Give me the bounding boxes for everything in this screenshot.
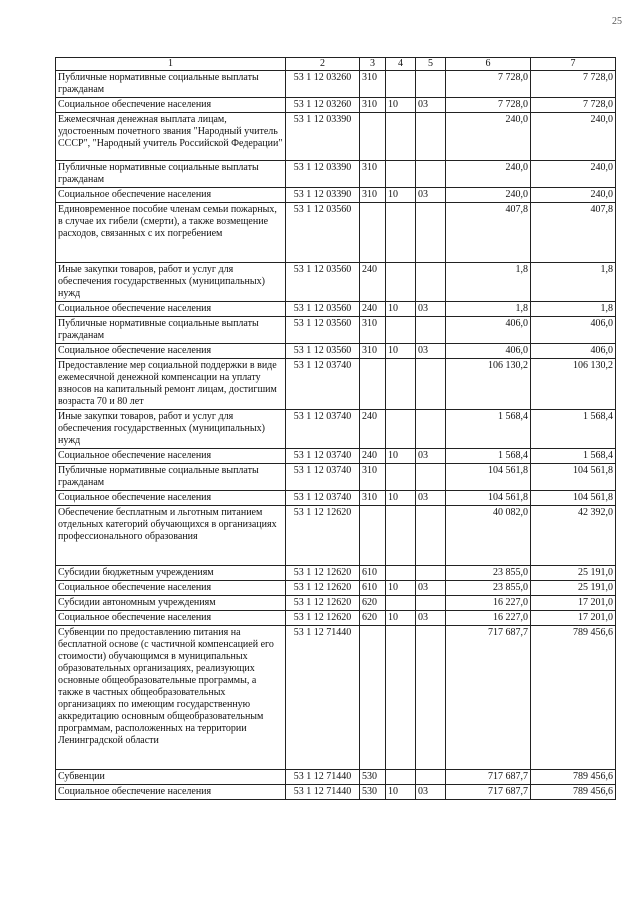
table-row (56, 566, 616, 581)
row-amount-2: 406,0 (531, 317, 616, 344)
row-code: 53 1 12 03740 (286, 464, 360, 491)
row-subsection (416, 203, 446, 263)
table-row (56, 491, 616, 506)
row-amount-1: 717 687,7 (446, 770, 531, 785)
row-amount-2: 406,0 (531, 344, 616, 359)
row-amount-1: 7 728,0 (446, 71, 531, 98)
row-expense-type: 610 (360, 566, 386, 581)
row-code: 53 1 12 71440 (286, 770, 360, 785)
row-amount-1: 104 561,8 (446, 464, 531, 491)
row-code: 53 1 12 12620 (286, 611, 360, 626)
row-section (386, 506, 416, 566)
row-code: 53 1 12 12620 (286, 581, 360, 596)
row-code: 53 1 12 03560 (286, 203, 360, 263)
row-code: 53 1 12 03260 (286, 71, 360, 98)
row-name: Субвенции по предоставлению питания на бесплатной основе (с частичной компенсацией его стоимости) обучающимся в муниципальных образовательных организациях, реализующих основные общеобразовательные программы, а также в частных общеобразовательных организациях по имеющим государственную аккредитацию основным общеобразовательным программам, расположенных на территории Ленинградской области (56, 626, 286, 770)
table-row (56, 464, 616, 491)
row-amount-2: 42 392,0 (531, 506, 616, 566)
row-name: Социальное обеспечение населения (56, 581, 286, 596)
row-amount-1: 23 855,0 (446, 581, 531, 596)
table-row (56, 203, 616, 263)
col-header-3: 3 (360, 58, 386, 71)
row-expense-type: 620 (360, 596, 386, 611)
row-name: Публичные нормативные социальные выплаты гражданам (56, 161, 286, 188)
row-name: Социальное обеспечение населения (56, 449, 286, 464)
row-expense-type (360, 506, 386, 566)
row-amount-2: 25 191,0 (531, 581, 616, 596)
row-name: Социальное обеспечение населения (56, 344, 286, 359)
row-subsection (416, 317, 446, 344)
row-amount-1: 7 728,0 (446, 98, 531, 113)
row-amount-2: 240,0 (531, 188, 616, 203)
table-row (56, 161, 616, 188)
row-section: 10 (386, 785, 416, 800)
row-code: 53 1 12 03740 (286, 410, 360, 449)
row-section: 10 (386, 98, 416, 113)
row-amount-2: 104 561,8 (531, 491, 616, 506)
row-name: Социальное обеспечение населения (56, 491, 286, 506)
table-row (56, 449, 616, 464)
row-subsection (416, 113, 446, 161)
col-header-4: 4 (386, 58, 416, 71)
page-number: 25 (612, 16, 622, 27)
row-amount-2: 1,8 (531, 302, 616, 317)
row-expense-type: 310 (360, 161, 386, 188)
row-section (386, 359, 416, 410)
table-row (56, 785, 616, 800)
row-subsection: 03 (416, 449, 446, 464)
row-subsection: 03 (416, 302, 446, 317)
header-row (56, 58, 616, 71)
row-code: 53 1 12 12620 (286, 596, 360, 611)
row-section: 10 (386, 449, 416, 464)
row-section (386, 626, 416, 770)
row-expense-type: 620 (360, 611, 386, 626)
table-row (56, 410, 616, 449)
row-name: Иные закупки товаров, работ и услуг для обеспечения государственных (муниципальных) нужд (56, 410, 286, 449)
row-expense-type: 240 (360, 263, 386, 302)
table-row (56, 359, 616, 410)
row-amount-2: 104 561,8 (531, 464, 616, 491)
row-subsection (416, 410, 446, 449)
col-header-5: 5 (416, 58, 446, 71)
row-code: 53 1 12 71440 (286, 626, 360, 770)
table-row (56, 188, 616, 203)
row-section (386, 113, 416, 161)
row-subsection: 03 (416, 98, 446, 113)
row-expense-type: 240 (360, 449, 386, 464)
row-subsection (416, 566, 446, 581)
row-amount-1: 240,0 (446, 113, 531, 161)
row-amount-2: 106 130,2 (531, 359, 616, 410)
row-amount-1: 1,8 (446, 302, 531, 317)
row-section (386, 566, 416, 581)
row-name: Социальное обеспечение населения (56, 302, 286, 317)
row-name: Обеспечение бесплатным и льготным питанием отдельных категорий обучающихся в организациях профессионального образования (56, 506, 286, 566)
row-amount-1: 1 568,4 (446, 410, 531, 449)
row-subsection (416, 161, 446, 188)
row-amount-1: 717 687,7 (446, 626, 531, 770)
row-amount-2: 240,0 (531, 161, 616, 188)
row-amount-1: 16 227,0 (446, 596, 531, 611)
table-row (56, 596, 616, 611)
table-row (56, 263, 616, 302)
row-expense-type: 310 (360, 317, 386, 344)
row-amount-2: 7 728,0 (531, 98, 616, 113)
row-name: Единовременное пособие членам семьи пожарных, в случае их гибели (смерти), а также возмещение расходов, связанных с их погребением (56, 203, 286, 263)
row-subsection: 03 (416, 344, 446, 359)
row-name: Публичные нормативные социальные выплаты гражданам (56, 71, 286, 98)
row-code: 53 1 12 03390 (286, 113, 360, 161)
row-expense-type: 530 (360, 770, 386, 785)
row-name: Иные закупки товаров, работ и услуг для обеспечения государственных (муниципальных) нужд (56, 263, 286, 302)
row-code: 53 1 12 03390 (286, 161, 360, 188)
row-section (386, 770, 416, 785)
row-code: 53 1 12 71440 (286, 785, 360, 800)
row-name: Субвенции (56, 770, 286, 785)
row-name: Субсидии автономным учреждениям (56, 596, 286, 611)
row-expense-type: 240 (360, 302, 386, 317)
row-expense-type: 310 (360, 344, 386, 359)
row-subsection (416, 464, 446, 491)
row-amount-1: 240,0 (446, 188, 531, 203)
row-subsection: 03 (416, 611, 446, 626)
row-section (386, 203, 416, 263)
row-expense-type: 310 (360, 464, 386, 491)
table-row (56, 113, 616, 161)
row-name: Социальное обеспечение населения (56, 611, 286, 626)
row-section: 10 (386, 188, 416, 203)
row-section: 10 (386, 302, 416, 317)
row-amount-2: 789 456,6 (531, 785, 616, 800)
row-section: 10 (386, 581, 416, 596)
row-subsection (416, 506, 446, 566)
row-code: 53 1 12 03740 (286, 359, 360, 410)
row-subsection: 03 (416, 188, 446, 203)
row-code: 53 1 12 03560 (286, 302, 360, 317)
row-expense-type: 310 (360, 98, 386, 113)
row-code: 53 1 12 03260 (286, 98, 360, 113)
row-amount-2: 17 201,0 (531, 596, 616, 611)
row-amount-2: 25 191,0 (531, 566, 616, 581)
row-section (386, 161, 416, 188)
row-subsection (416, 71, 446, 98)
table-row (56, 98, 616, 113)
row-amount-2: 17 201,0 (531, 611, 616, 626)
row-code: 53 1 12 03560 (286, 344, 360, 359)
row-amount-2: 1 568,4 (531, 449, 616, 464)
table-row (56, 71, 616, 98)
row-section (386, 263, 416, 302)
row-amount-1: 406,0 (446, 344, 531, 359)
row-amount-1: 717 687,7 (446, 785, 531, 800)
row-subsection: 03 (416, 491, 446, 506)
row-subsection (416, 626, 446, 770)
row-amount-1: 23 855,0 (446, 566, 531, 581)
row-subsection (416, 263, 446, 302)
row-amount-1: 240,0 (446, 161, 531, 188)
row-name: Публичные нормативные социальные выплаты гражданам (56, 317, 286, 344)
row-name: Субсидии бюджетным учреждениям (56, 566, 286, 581)
row-code: 53 1 12 03560 (286, 263, 360, 302)
table-row (56, 626, 616, 770)
row-name: Социальное обеспечение населения (56, 188, 286, 203)
row-name: Социальное обеспечение населения (56, 98, 286, 113)
row-amount-1: 104 561,8 (446, 491, 531, 506)
row-expense-type (360, 113, 386, 161)
row-amount-2: 407,8 (531, 203, 616, 263)
row-code: 53 1 12 12620 (286, 506, 360, 566)
col-header-1: 1 (56, 58, 286, 71)
table-row (56, 506, 616, 566)
col-header-7: 7 (531, 58, 616, 71)
row-subsection: 03 (416, 581, 446, 596)
row-code: 53 1 12 12620 (286, 566, 360, 581)
row-amount-2: 7 728,0 (531, 71, 616, 98)
row-expense-type: 310 (360, 188, 386, 203)
row-expense-type: 240 (360, 410, 386, 449)
row-section (386, 596, 416, 611)
row-amount-2: 1,8 (531, 263, 616, 302)
row-subsection: 03 (416, 785, 446, 800)
row-expense-type: 310 (360, 491, 386, 506)
row-amount-1: 1,8 (446, 263, 531, 302)
table-row (56, 302, 616, 317)
row-name: Предоставление мер социальной поддержки в виде ежемесячной денежной компенсации на уплату взносов на капитальный ремонт лицам, достигшим возраста 70 и 80 лет (56, 359, 286, 410)
row-section: 10 (386, 611, 416, 626)
col-header-6: 6 (446, 58, 531, 71)
row-amount-1: 406,0 (446, 317, 531, 344)
row-code: 53 1 12 03390 (286, 188, 360, 203)
col-header-2: 2 (286, 58, 360, 71)
row-section: 10 (386, 344, 416, 359)
row-name: Ежемесячная денежная выплата лицам, удостоенным почетного звания "Народный учитель СССР", "Народный учитель Российской Федерации" (56, 113, 286, 161)
table-row (56, 317, 616, 344)
row-code: 53 1 12 03740 (286, 491, 360, 506)
row-section (386, 317, 416, 344)
row-amount-1: 16 227,0 (446, 611, 531, 626)
row-expense-type (360, 203, 386, 263)
row-name: Публичные нормативные социальные выплаты гражданам (56, 464, 286, 491)
row-amount-1: 40 082,0 (446, 506, 531, 566)
row-section (386, 410, 416, 449)
row-expense-type: 610 (360, 581, 386, 596)
row-subsection (416, 770, 446, 785)
row-amount-1: 407,8 (446, 203, 531, 263)
row-section (386, 71, 416, 98)
row-amount-1: 106 130,2 (446, 359, 531, 410)
row-expense-type: 530 (360, 785, 386, 800)
row-amount-2: 789 456,6 (531, 626, 616, 770)
table-row (56, 581, 616, 596)
row-section: 10 (386, 491, 416, 506)
row-amount-2: 240,0 (531, 113, 616, 161)
row-amount-2: 1 568,4 (531, 410, 616, 449)
row-expense-type (360, 359, 386, 410)
row-amount-1: 1 568,4 (446, 449, 531, 464)
row-expense-type (360, 626, 386, 770)
row-subsection (416, 359, 446, 410)
row-subsection (416, 596, 446, 611)
row-section (386, 464, 416, 491)
row-amount-2: 789 456,6 (531, 770, 616, 785)
row-name: Социальное обеспечение населения (56, 785, 286, 800)
table-row (56, 770, 616, 785)
table-row (56, 344, 616, 359)
budget-table (55, 57, 616, 800)
table-row (56, 611, 616, 626)
row-expense-type: 310 (360, 71, 386, 98)
row-code: 53 1 12 03740 (286, 449, 360, 464)
row-code: 53 1 12 03560 (286, 317, 360, 344)
